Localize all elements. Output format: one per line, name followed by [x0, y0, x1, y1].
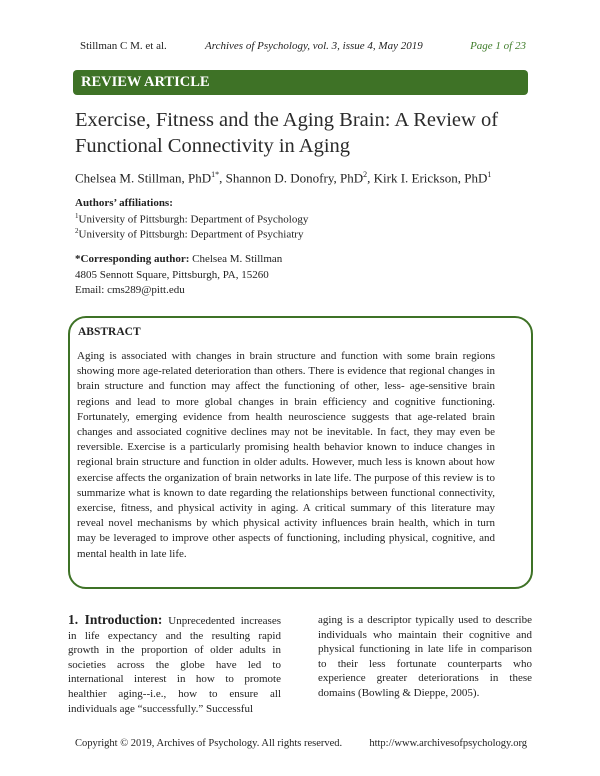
header-journal: Archives of Psychology, vol. 3, issue 4, May 2019 [205, 40, 423, 52]
corresponding-address: 4805 Sennott Square, Pittsburgh, PA, 15260 [75, 268, 269, 281]
footer-url[interactable]: http://www.archivesofpsychology.org [369, 738, 527, 749]
header-authors: Stillman C M. et al. [80, 40, 167, 52]
intro-left-text: Unprecedented increases in life expectancy and the resulting rapid growth in the proportion of older adults in societies across the globe have led to international interest in how to promote healthier aging--i.e., how to ensure all individuals age “successfully.” Successful [68, 615, 282, 715]
paper-title: Exercise, Fitness and the Aging Brain: A Review of Functional Connectivity in Aging [75, 109, 499, 157]
abstract-text: Aging is associated with changes in brain structure and function with some brain regions showing more age-related deterioration than others. There is evidence that regional changes in brain structure and function may affect the functioning of other, less- age-sensitive brain regions and lead to more global changes in brain efficiency and cognitive functioning. Fortunately, emerging evidence from health neuroscience suggests that age-related brain changes and associated cognitive declines may not be inevitable. In fact, they may even be reversible. Exercise is a particularly promising health behavior known to induce changes in regional brain structure and function in older adults. However, much less is known about how exercise affects the organization of brain networks in late life. The purpose of this review is to summarize what is known to date regarding the relationships between functional connectivity, exercise, fitness, and physical activity in aging. A critical summary of this literature may reveal novel mechanisms by which physical activity influences brain health, which in turn may be leveraged to improve other aspects of functioning, including physical, cognitive, and mental health in late life. [77, 350, 495, 560]
author-name: Kirk I. Erickson, PhD [373, 170, 488, 186]
footer-copyright: Copyright © 2019, Archives of Psychology. All rights reserved. [75, 738, 343, 749]
author-name: Chelsea M. Stillman, PhD [75, 170, 212, 186]
author-name: Shannon D. Donofry, PhD [225, 170, 364, 186]
author-separator: , [219, 170, 226, 186]
article-type-banner: REVIEW ARTICLE [73, 70, 528, 95]
affiliations-heading: Authors’ affiliations: [75, 197, 173, 209]
affiliation-item [75, 227, 303, 241]
corresponding-name: Chelsea M. Stillman [189, 253, 283, 265]
affiliation-mark: 1 [75, 212, 79, 220]
author-affiliation-mark: 1* [211, 170, 220, 179]
corresponding-label: *Corresponding author: [75, 253, 190, 265]
corresponding-email[interactable]: Email: cms289@pitt.edu [75, 284, 185, 296]
affiliation-item [75, 212, 308, 226]
author-affiliation-mark: 2 [363, 170, 368, 179]
affiliation-text: University of Pittsburgh: Department of Psychology [78, 213, 309, 226]
corresponding-author-block [75, 252, 282, 299]
intro-heading: 1. Introduction: [68, 612, 163, 627]
author-line [75, 170, 555, 186]
author-separator: , [367, 170, 374, 186]
abstract-heading: ABSTRACT [78, 326, 141, 338]
header-page-number: Page 1 of 23 [470, 40, 526, 52]
author-affiliation-mark: 1 [487, 170, 492, 179]
affiliation-mark: 2 [75, 227, 79, 235]
affiliation-text: University of Pittsburgh: Department of Psychiatry [78, 228, 304, 241]
intro-right-column: aging is a descriptor typically used to describe individuals who maintain their cognitive and physical functioning in late life in comparison to their less fortunate counterparts who experience greater deteriorations in these domains (Bowling & Dieppe, 2005). [318, 614, 532, 699]
intro-left-column [68, 613, 281, 716]
